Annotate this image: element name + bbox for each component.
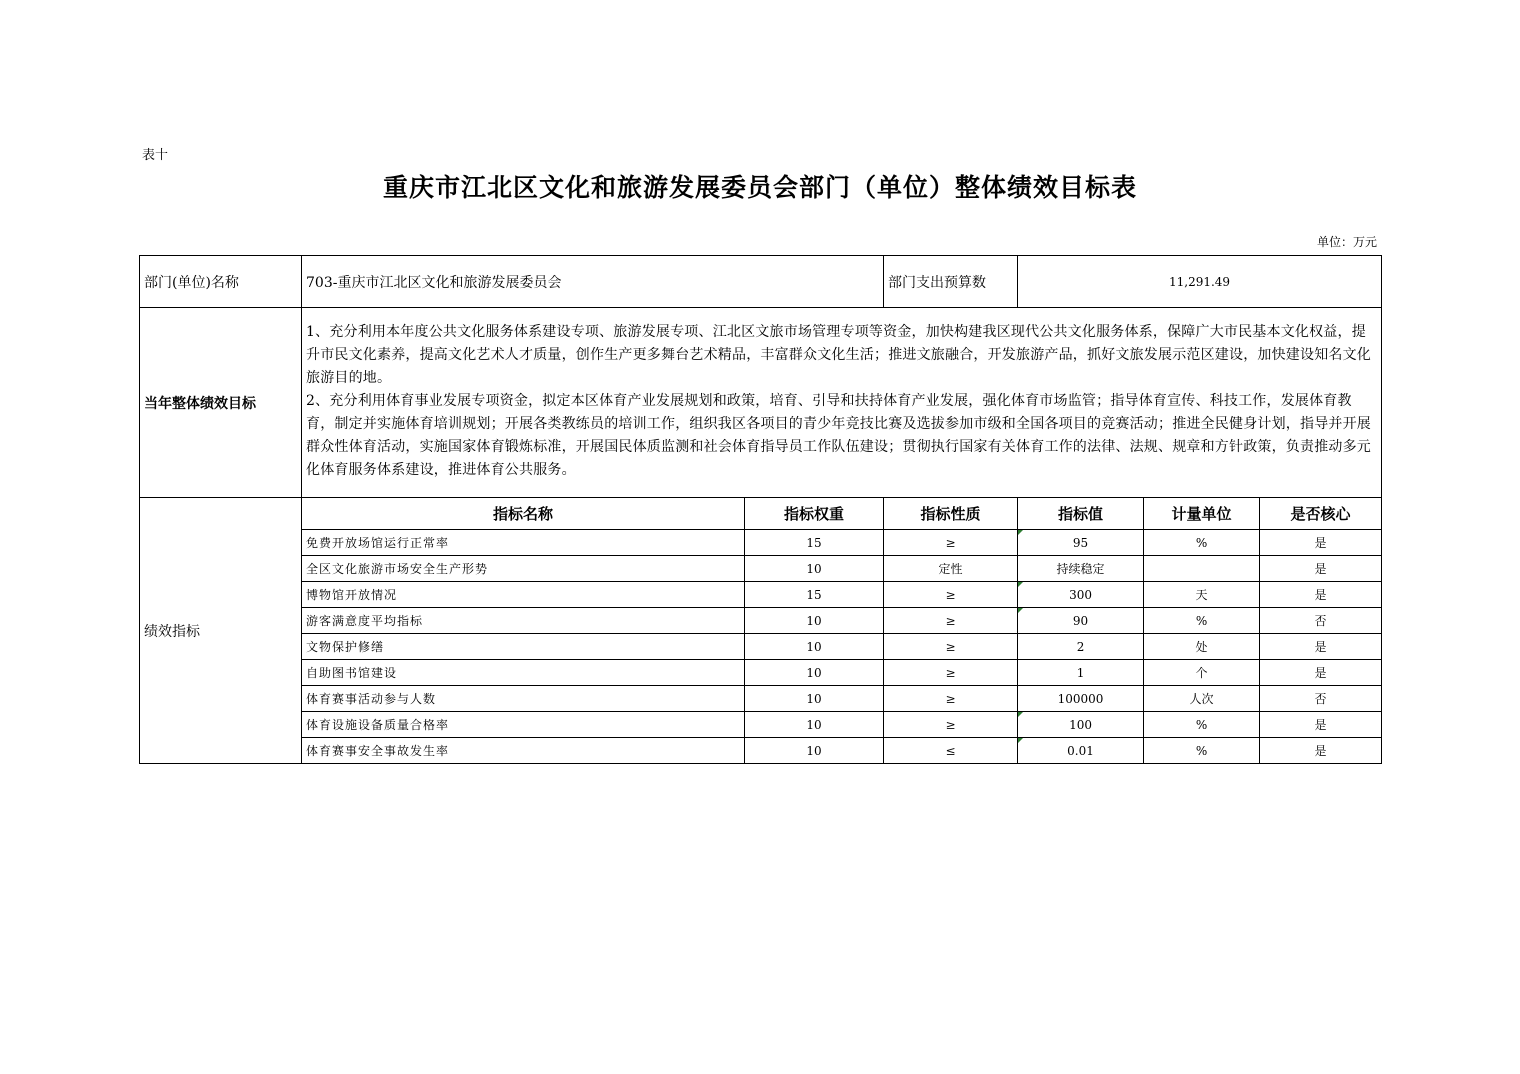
indicator-unit	[1144, 556, 1260, 582]
indicator-nature: ≥	[884, 660, 1018, 686]
indicator-weight: 10	[745, 608, 884, 634]
indicator-unit: 人次	[1144, 686, 1260, 712]
table-row	[140, 686, 1382, 712]
indicator-name: 体育赛事活动参与人数	[302, 686, 745, 712]
indicator-weight: 10	[745, 660, 884, 686]
indicator-unit: %	[1144, 712, 1260, 738]
indicator-core: 是	[1260, 634, 1382, 660]
header-name: 指标名称	[302, 498, 745, 530]
indicator-name: 博物馆开放情况	[302, 582, 745, 608]
indicator-weight: 15	[745, 530, 884, 556]
header-nature: 指标性质	[884, 498, 1018, 530]
header-core: 是否核心	[1260, 498, 1382, 530]
indicator-nature: ≥	[884, 608, 1018, 634]
indicator-weight: 10	[745, 712, 884, 738]
indicator-value: 1	[1018, 660, 1144, 686]
indicator-value: 100	[1018, 712, 1144, 738]
indicator-name: 免费开放场馆运行正常率	[302, 530, 745, 556]
indicator-value: 90	[1018, 608, 1144, 634]
indicators-label: 绩效指标	[140, 498, 302, 764]
indicator-nature: ≥	[884, 712, 1018, 738]
indicator-unit: 处	[1144, 634, 1260, 660]
indicator-nature: ≥	[884, 634, 1018, 660]
goal-label: 当年整体绩效目标	[140, 308, 302, 498]
indicator-core: 否	[1260, 686, 1382, 712]
indicator-core: 是	[1260, 530, 1382, 556]
budget-value: 11,291.49	[1018, 256, 1382, 308]
dept-value: 703-重庆市江北区文化和旅游发展委员会	[302, 256, 884, 308]
performance-table	[139, 255, 1382, 764]
table-number: 表十	[142, 148, 169, 163]
goal-paragraph-2: 2、充分利用体育事业发展专项资金，拟定本区体育产业发展规划和政策，培育、引导和扶持体育产业发展，强化体育市场监管；指导体育宣传、科技工作，发展体育教育，制定并实施体育培训规划；开展各类教练员的培训工作，组织我区各项目的青少年竞技比赛及选拔参加市级和全国各项目的竞赛活动；推进全民健身计划，指导并开展群众性体育活动，实施国家体育锻炼标准，开展国民体质监测和社会体育指导员工作队伍建设；贯彻执行国家有关体育工作的法律、法规、规章和方针政策，负责推动多元化体育服务体系建设，推进体育公共服务。	[306, 393, 1371, 478]
indicator-core: 是	[1260, 738, 1382, 764]
indicator-unit: %	[1144, 738, 1260, 764]
table-row	[140, 608, 1382, 634]
indicator-value: 持续稳定	[1018, 556, 1144, 582]
indicator-value: 2	[1018, 634, 1144, 660]
indicator-nature: 定性	[884, 556, 1018, 582]
indicator-nature: ≥	[884, 530, 1018, 556]
indicator-name: 体育赛事安全事故发生率	[302, 738, 745, 764]
goal-text	[302, 308, 1382, 498]
header-value: 指标值	[1018, 498, 1144, 530]
indicator-nature: ≤	[884, 738, 1018, 764]
table-row	[140, 712, 1382, 738]
indicator-name: 自助图书馆建设	[302, 660, 745, 686]
budget-label: 部门支出预算数	[884, 256, 1018, 308]
indicator-core: 是	[1260, 660, 1382, 686]
table-row	[140, 634, 1382, 660]
goal-paragraph-1: 1、充分利用本年度公共文化服务体系建设专项、旅游发展专项、江北区文旅市场管理专项等资金，加快构建我区现代公共文化服务体系，保障广大市民基本文化权益，提升市民文化素养，提高文化艺术人才质量，创作生产更多舞台艺术精品，丰富群众文化生活；推进文旅融合，开发旅游产品，抓好文旅发展示范区建设，加快建设知名文化旅游目的地。	[306, 324, 1371, 386]
header-unit: 计量单位	[1144, 498, 1260, 530]
indicator-nature: ≥	[884, 686, 1018, 712]
table-row	[140, 660, 1382, 686]
page-title: 重庆市江北区文化和旅游发展委员会部门（单位）整体绩效目标表	[382, 173, 1137, 202]
table-row	[140, 556, 1382, 582]
indicator-name: 文物保护修缮	[302, 634, 745, 660]
indicator-name: 体育设施设备质量合格率	[302, 712, 745, 738]
table-row	[140, 582, 1382, 608]
indicator-core: 是	[1260, 712, 1382, 738]
indicator-unit: 天	[1144, 582, 1260, 608]
indicator-value: 0.01	[1018, 738, 1144, 764]
goal-row	[140, 308, 1382, 498]
indicator-core: 是	[1260, 582, 1382, 608]
indicator-weight: 15	[745, 582, 884, 608]
indicator-unit: %	[1144, 530, 1260, 556]
indicator-unit: %	[1144, 608, 1260, 634]
indicator-weight: 10	[745, 556, 884, 582]
indicator-value: 300	[1018, 582, 1144, 608]
indicator-value: 95	[1018, 530, 1144, 556]
indicator-core: 是	[1260, 556, 1382, 582]
unit-note: 单位：万元	[1316, 235, 1377, 249]
indicator-weight: 10	[745, 634, 884, 660]
indicator-header-row	[140, 498, 1382, 530]
indicator-value: 100000	[1018, 686, 1144, 712]
table-row	[140, 530, 1382, 556]
indicator-core: 否	[1260, 608, 1382, 634]
dept-label: 部门(单位)名称	[140, 256, 302, 308]
indicator-name: 全区文化旅游市场安全生产形势	[302, 556, 745, 582]
indicator-name: 游客满意度平均指标	[302, 608, 745, 634]
indicator-nature: ≥	[884, 582, 1018, 608]
indicator-weight: 10	[745, 738, 884, 764]
table-row	[140, 738, 1382, 764]
header-weight: 指标权重	[745, 498, 884, 530]
indicator-unit: 个	[1144, 660, 1260, 686]
indicator-weight: 10	[745, 686, 884, 712]
dept-row	[140, 256, 1382, 308]
